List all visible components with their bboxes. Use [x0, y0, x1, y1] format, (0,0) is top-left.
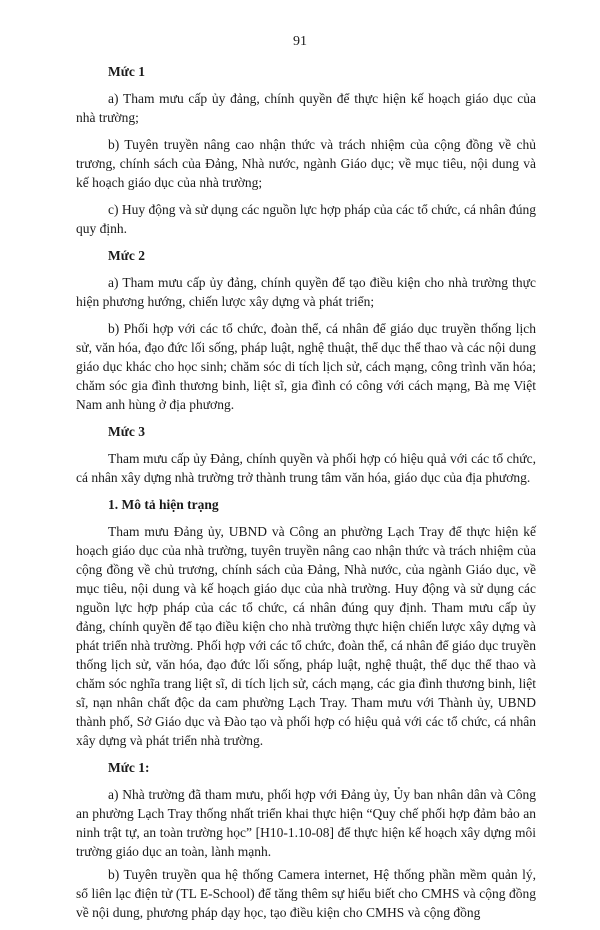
- heading-mo-ta-hien-trang: 1. Mô tả hiện trạng: [108, 497, 219, 512]
- paragraph: b) Tuyên truyền qua hệ thống Camera internet, Hệ thống phần mềm quản lý, sổ liên lạc điện tử (TL E-School) để tăng thêm sự hiểu biết cho CMHS và cộng đồng về nội dung, phương pháp dạy học, tạo điều kiện cho CMHS và cộng đồng: [76, 867, 536, 920]
- heading-muc-1: Mức 1: [108, 64, 145, 79]
- paragraph: Tham mưu Đảng ủy, UBND và Công an phường Lạch Tray để thực hiện kế hoạch giáo dục của nhà trường, tuyên truyền nâng cao nhận thức và trách nhiệm của cộng đồng về chủ trương, chính sách của Đảng, Nhà nước, của ngành Giáo dục, về mục tiêu, nội dung và kế hoạch giáo dục của nhà trường. Huy động và sử dụng các nguồn lực hợp pháp của các tổ chức, cá nhân đúng quy định. Tham mưu cấp ủy đảng, chính quyền để tạo điều kiện cho nhà trường thực hiện chiến lược xây dựng và phát triển nhà trường. Phối hợp với các tổ chức, đoàn thể, cá nhân để giáo dục truyền thống lịch sử, văn hóa, đạo đức lối sống, pháp luật, nghệ thuật, thể dục thể thao và chăm sóc nghĩa trang liệt sĩ, di tích lịch sử, cách mạng, các gia đình thương binh, liệt sĩ, nạn nhân chất độc da cam phường Lạch Tray. Tham mưu với Thành ủy, UBND thành phố, Sở Giáo dục và Đào tạo và phối hợp có hiệu quả với các tổ chức, cá nhân xây dựng và phát triển nhà trường.: [76, 524, 536, 748]
- paragraph: a) Nhà trường đã tham mưu, phối hợp với Đảng ủy, Ủy ban nhân dân và Công an phường Lạch Tray thống nhất triển khai thực hiện “Quy chế phối hợp đảm bảo an ninh trật tự, an toàn trường học” [H10-1.10-08] để thực hiện kế hoạch xây dựng môi trường giáo dục an toàn, lành mạnh.: [76, 787, 536, 859]
- paragraph: a) Tham mưu cấp ủy đảng, chính quyền để thực hiện kế hoạch giáo dục của nhà trường;: [76, 91, 536, 125]
- heading-muc-3: Mức 3: [108, 424, 145, 439]
- heading-muc-2: Mức 2: [108, 248, 145, 263]
- paragraph: c) Huy động và sử dụng các nguồn lực hợp pháp của các tổ chức, cá nhân đúng quy định.: [76, 202, 536, 236]
- paragraph: b) Phối hợp với các tổ chức, đoàn thể, cá nhân để giáo dục truyền thống lịch sử, văn hóa, đạo đức lối sống, pháp luật, nghệ thuật, thể dục thể thao và các nội dung giáo dục khác cho học sinh; chăm sóc di tích lịch sử, cách mạng, công trình văn hóa; chăm sóc gia đình thương binh, liệt sĩ, gia đình có công với cách mạng, Bà mẹ Việt Nam anh hùng ở địa phương.: [76, 321, 536, 412]
- page-number: 91: [293, 34, 307, 49]
- paragraph: a) Tham mưu cấp ủy đảng, chính quyền để tạo điều kiện cho nhà trường thực hiện phương hướng, chiến lược xây dựng và phát triển;: [76, 275, 536, 309]
- paragraph: Tham mưu cấp ủy Đảng, chính quyền và phối hợp có hiệu quả với các tổ chức, cá nhân xây dựng nhà trường trở thành trung tâm văn hóa, giáo dục của địa phương.: [76, 451, 536, 485]
- document-body: [76, 62, 536, 930]
- heading-muc-1-current: Mức 1:: [108, 760, 150, 775]
- paragraph: b) Tuyên truyền nâng cao nhận thức và trách nhiệm của cộng đồng về chủ trương, chính sách của Đảng, Nhà nước, ngành Giáo dục; về mục tiêu, nội dung và kế hoạch giáo dục của nhà trường;: [76, 137, 536, 190]
